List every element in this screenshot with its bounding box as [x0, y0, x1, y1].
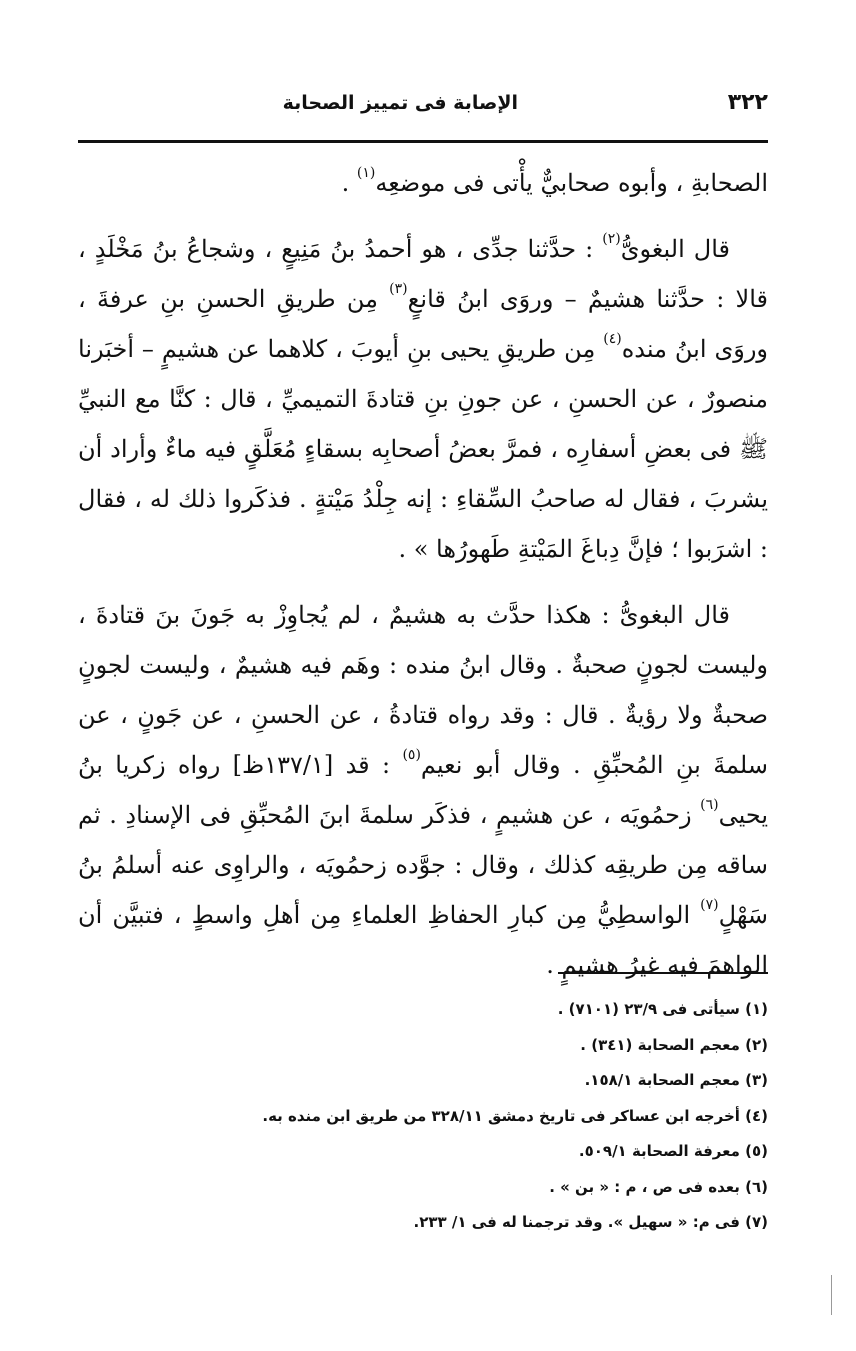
footnote-2: (٢) معجم الصحابة (٣٤١) .: [580, 1035, 768, 1054]
footnote-separator: [558, 972, 768, 974]
paragraph-2-part-3: مِن طريقِ الحسنِ بنِ عرفةَ ، وروَى ابنُ منده: [78, 285, 768, 363]
header-rule: [78, 140, 768, 143]
footnote-ref-3: (٣): [389, 281, 408, 297]
footnote-5: (٥) معرفة الصحابة ٥٠٩/١.: [578, 1142, 768, 1160]
paragraph-3-part-3: زحمُويَه ، عن هشيمٍ ، فذكَر سلمةَ ابنَ المُحبِّقِ فى الإسنادِ . ثم ساقه مِن طريقِه كذلك ، وقال : جوَّده زحمُويَه ، والراوِى عنه أسلمُ بنُ سَهْلٍ: [78, 801, 768, 929]
running-title: الإصابة فى تمييز الصحابة: [282, 92, 518, 114]
footnote-ref-2: (٢): [602, 231, 621, 247]
paragraph-3: [78, 590, 768, 990]
paragraph-1-text: الصحابةِ ، وأبوه صحابيٌّ يأْتى فى موضعِه: [375, 169, 768, 197]
footnote-6: (٦) بعده فى ص ، م : « بن » .: [549, 1177, 768, 1196]
paragraph-2-part-4: مِن طريقِ يحيى بنِ أيوبَ ، كلاهما عن هشيمٍ – أخبَرنا منصورٌ ، عن الحسنِ ، عن جونِ بنِ قتادةَ التميميِّ ، قال : كنَّا مع النبيِّ ﷺ فى بعضِ أسفارِه ، فمرَّ بعضُ أصحابِه بسقاءٍ مُعَلَّقٍ فيه ماءٌ وأراد أن يشربَ ، فقال له صاحبُ السِّقاءِ : إنه جِلْدُ مَيْتةٍ . فذكَروا ذلك له ، فقال : اشرَبوا ؛ فإنَّ دِباغَ المَيْتةِ طَهورُها » .: [78, 335, 768, 563]
footnote-3: (٣) معجم الصحابة ١٥٨/١.: [584, 1071, 768, 1089]
footnote-ref-5: (٥): [402, 747, 421, 763]
paragraph-3-part-4: الواسطِيُّ مِن كبارِ الحفاظِ العلماءِ مِن أهلِ واسطٍ ، فتبيَّن أن الواهمَ فيه غيرُ هشيمٍ .: [78, 901, 768, 979]
paragraph-2: [78, 224, 768, 574]
main-text: [78, 158, 768, 990]
footnote-1: (١) سيأتى فى ٢٣/٩ (٧١٠١) .: [557, 1000, 768, 1018]
footnote-ref-1: (١): [356, 165, 376, 181]
page-number: ٣٢٢: [727, 90, 768, 115]
page-header: [78, 90, 768, 130]
footnote-ref-6: (٦): [700, 797, 719, 813]
paragraph-1: [78, 158, 768, 208]
page-edge-mark: [831, 1275, 832, 1315]
paragraph-2-part-2: : حدَّثنا جدِّى ، هو أحمدُ بنُ مَنِيعٍ ، وشجاعُ بنُ مَخْلَدٍ ، قالا : حدَّثنا هشيمٌ – وروَى ابنُ قانعٍ: [78, 235, 768, 313]
footnote-ref-7: (٧): [700, 897, 719, 913]
footnotes: [78, 992, 768, 1241]
paragraph-3-part-1: قال البغوىُّ : هكذا حدَّث به هشيمٌ ، لم يُجاوِزْ به جَونَ بنَ قتادةَ ، وليست لجونٍ صحبةٌ . وقال ابنُ منده : وهَم فيه هشيمٌ ، وليست لجونٍ صحبةٌ ولا رؤيةٌ . قال : وقد رواه قتادةُ ، عن الحسنِ ، عن جَونٍ ، عن سلمةَ بنِ المُحبِّقِ . وقال أبو نعيم: [78, 601, 768, 779]
paragraph-1-end: .: [341, 169, 357, 197]
footnote-7: (٧) فى م: « سهيل ». وقد ترجمنا له فى ١/ ٢٣٣.: [413, 1213, 768, 1231]
paragraph-3-part-2: : قد [١٣٧/١ظ] رواه زكريا بنُ يحيى: [78, 751, 768, 829]
footnote-ref-4: (٤): [603, 331, 622, 347]
paragraph-2-part-1: قال البغوىُّ: [620, 235, 730, 263]
footnote-4: (٤) أخرجه ابن عساكر فى تاريخ دمشق ٣٢٨/١١ من طريق ابن منده به.: [262, 1106, 768, 1125]
